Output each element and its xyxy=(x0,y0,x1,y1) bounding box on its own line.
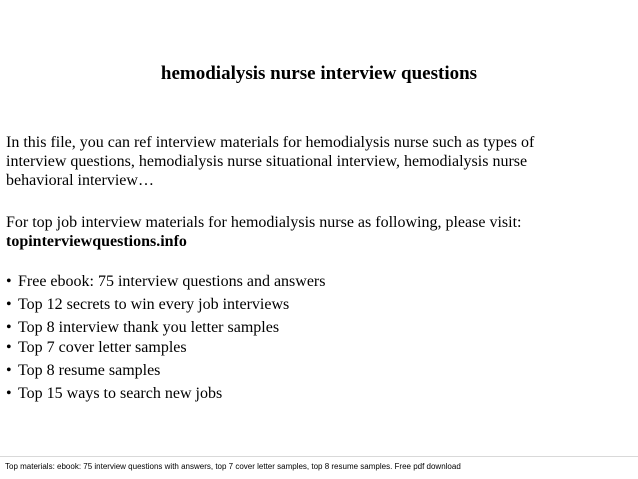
bullet-icon: • xyxy=(6,296,12,313)
intro-line: In this file, you can ref interview materials for hemodialysis nurse such as types of xyxy=(6,134,535,151)
footer-divider xyxy=(0,456,638,457)
site-link[interactable]: topinterviewquestions.info xyxy=(6,233,187,250)
list-item xyxy=(6,338,632,358)
footer-bar xyxy=(0,456,638,479)
list-item xyxy=(6,295,632,315)
bullet-list xyxy=(6,272,632,404)
bullet-icon: • xyxy=(6,362,12,379)
intro-line: interview questions, hemodialysis nurse situational interview, hemodialysis nurse xyxy=(6,153,528,170)
intro-paragraph xyxy=(6,133,632,190)
list-item-label: Top 7 cover letter samples xyxy=(18,339,187,356)
list-item-label: Top 8 interview thank you letter samples xyxy=(18,319,280,336)
list-item-label: Top 12 secrets to win every job interviews xyxy=(18,296,290,313)
list-item-label: Free ebook: 75 interview questions and answers xyxy=(18,273,326,290)
list-item xyxy=(6,361,632,381)
bullet-icon: • xyxy=(6,339,12,356)
list-item xyxy=(6,318,632,338)
visit-text: For top job interview materials for hemodialysis nurse as following, please visit: xyxy=(6,214,522,231)
slide-title: hemodialysis nurse interview questions xyxy=(160,63,478,84)
bullet-icon: • xyxy=(6,319,12,336)
list-item-label: Top 15 ways to search new jobs xyxy=(18,385,223,402)
list-item xyxy=(6,272,632,292)
intro-line: behavioral interview… xyxy=(6,172,154,189)
visit-paragraph xyxy=(6,213,632,251)
bullet-icon: • xyxy=(6,273,12,290)
list-item xyxy=(6,384,632,404)
list-item-label: Top 8 resume samples xyxy=(18,362,161,379)
footer-text: Top materials: ebook: 75 interview questions with answers, top 7 cover letter samples, top 8 resume samples. Free pdf download xyxy=(5,462,461,471)
bullet-icon: • xyxy=(6,385,12,402)
